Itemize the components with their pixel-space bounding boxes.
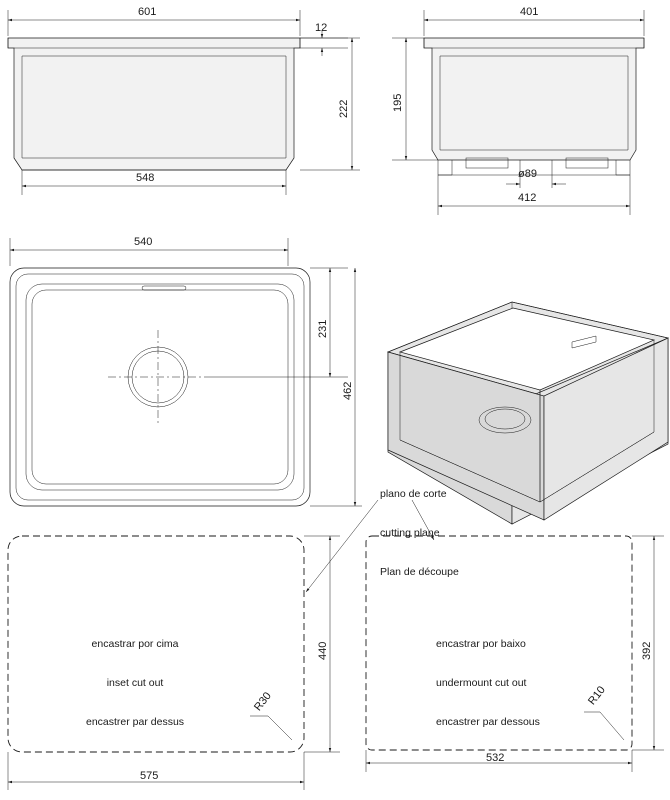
- undermount-cutout-line-en: undermount cut out: [436, 677, 527, 689]
- dim-label-front-height: 222: [338, 99, 350, 118]
- cutting-plane-line-fr: Plan de découpe: [380, 566, 459, 578]
- dim-label-side-height: 195: [392, 93, 404, 112]
- dim-label-plan-overall-height: 462: [342, 381, 354, 400]
- dim-label-undermount-cutout-radius: R10: [586, 684, 608, 708]
- dim-label-front-top-width: 601: [138, 6, 157, 18]
- inset-cutout-line-pt: encastrar por cima: [91, 638, 179, 650]
- dim-front-height: [300, 38, 360, 170]
- dim-label-side-top-width: 401: [520, 6, 539, 18]
- dim-label-plan-width: 540: [134, 236, 153, 248]
- dim-label-inset-cutout-width: 575: [140, 770, 159, 782]
- undermount-cutout-note: [436, 612, 540, 755]
- undermount-cutout-line-pt: encastrar por baixo: [436, 638, 526, 650]
- cutting-plane-line-en: cutting plane: [380, 527, 440, 539]
- dim-label-side-bottom-width: 412: [518, 192, 537, 204]
- dim-label-undermount-cutout-width: 532: [486, 752, 505, 764]
- undermount-cutout-line-fr: encastrer par dessous: [436, 716, 540, 728]
- dim-label-plan-inner-height: 231: [317, 319, 329, 338]
- cutting-plane-line-pt: plano de corte: [380, 488, 447, 500]
- cutting-plane-note: [380, 462, 459, 605]
- dim-label-inset-cutout-radius: R30: [252, 690, 274, 714]
- dim-label-inset-cutout-height: 440: [317, 641, 329, 660]
- front-section-view: [8, 38, 300, 170]
- inset-cutout-line-fr: encastrer par dessus: [86, 716, 185, 728]
- dim-label-front-rim-thickness: 12: [315, 22, 328, 34]
- dim-label-side-drain-diameter: ø89: [518, 168, 537, 180]
- plan-view: [10, 268, 310, 506]
- dim-label-front-bottom-width: 548: [136, 172, 155, 184]
- side-section-view: [424, 38, 644, 175]
- inset-cutout-note: [86, 612, 184, 755]
- inset-cutout-line-en: inset cut out: [106, 677, 164, 689]
- dim-label-undermount-cutout-height: 392: [641, 641, 653, 660]
